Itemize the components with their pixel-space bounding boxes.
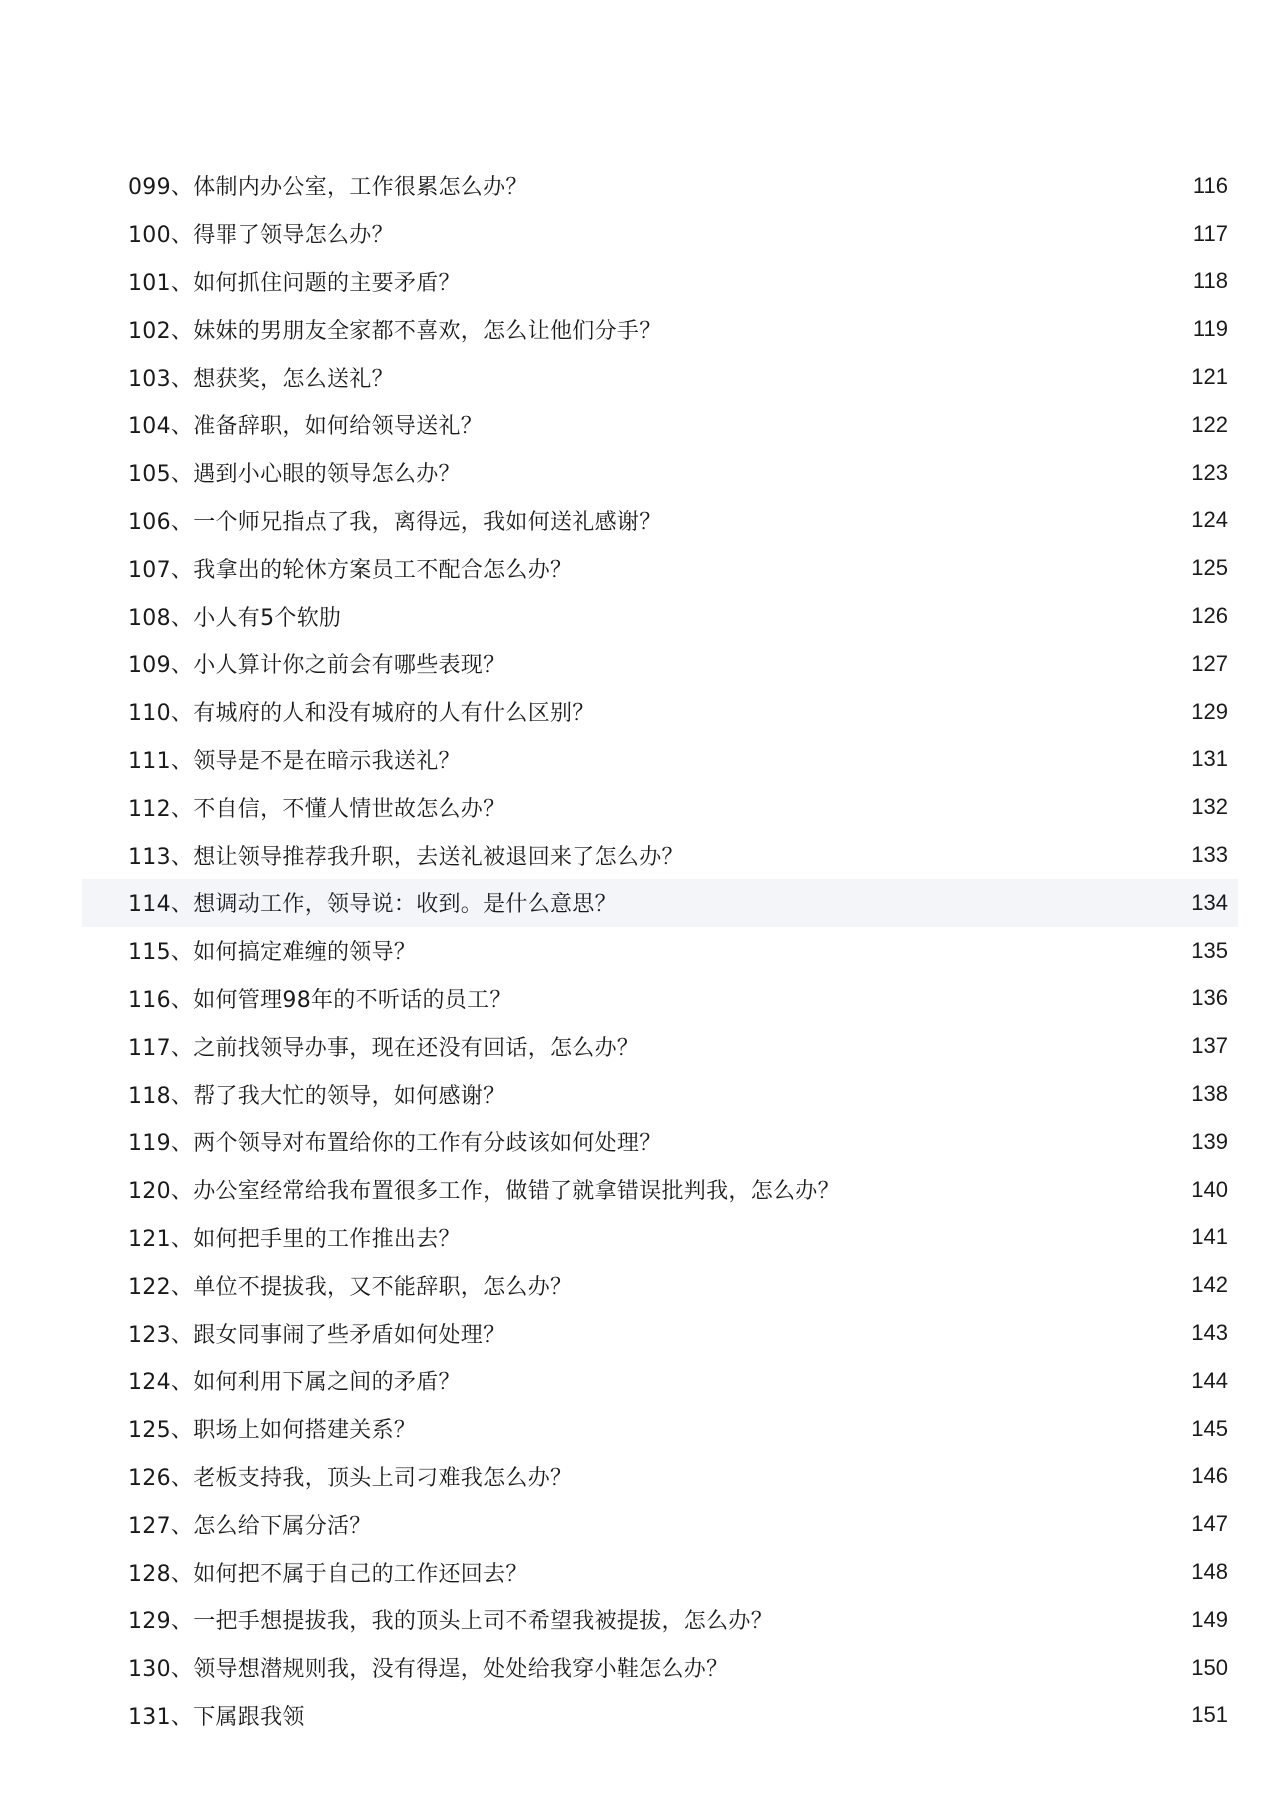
toc-page-number[interactable]: 135 [1191, 937, 1228, 963]
toc-row[interactable] [82, 258, 1238, 306]
toc-entry-title[interactable]: 106、一个师兄指点了我，离得远，我如何送礼感谢？ [128, 509, 662, 535]
toc-row[interactable] [82, 353, 1238, 401]
toc-page-number[interactable]: 129 [1191, 698, 1228, 724]
toc-page-number[interactable]: 140 [1191, 1176, 1228, 1202]
toc-page-number[interactable]: 133 [1191, 842, 1228, 868]
toc-row[interactable] [82, 401, 1238, 449]
toc-row[interactable] [82, 1118, 1238, 1166]
toc-page-number[interactable]: 137 [1191, 1033, 1228, 1059]
toc-entry-title[interactable]: 099、体制内办公室，工作很累怎么办？ [128, 175, 528, 201]
toc-page-number[interactable]: 151 [1191, 1702, 1228, 1728]
toc-entry-title[interactable]: 115、如何搞定难缠的领导？ [128, 940, 417, 966]
toc-page-number[interactable]: 139 [1191, 1128, 1228, 1154]
toc-entry-title[interactable]: 107、我拿出的轮休方案员工不配合怎么办？ [128, 557, 573, 583]
toc-row[interactable] [82, 1692, 1238, 1740]
toc-row[interactable] [82, 1070, 1238, 1118]
toc-row[interactable] [82, 975, 1238, 1023]
toc-entry-title[interactable]: 123、跟女同事闹了些矛盾如何处理？ [128, 1322, 506, 1348]
toc-page-number[interactable]: 116 [1192, 172, 1228, 198]
toc-entry-title[interactable]: 116、如何管理98年的不听话的员工？ [128, 987, 512, 1013]
toc-entry-title[interactable]: 101、如何抓住问题的主要矛盾？ [128, 270, 461, 296]
toc-row[interactable] [82, 1309, 1238, 1357]
toc-entry-title[interactable]: 130、领导想潜规则我，没有得逞，处处给我穿小鞋怎么办？ [128, 1657, 729, 1683]
toc-page-number[interactable]: 144 [1191, 1367, 1228, 1393]
toc-page-number[interactable]: 122 [1191, 411, 1228, 437]
toc-row[interactable] [82, 831, 1238, 879]
toc-page-number[interactable]: 145 [1191, 1415, 1228, 1441]
toc-row[interactable] [82, 1405, 1238, 1453]
toc-row[interactable] [82, 1261, 1238, 1309]
toc-row[interactable] [82, 162, 1238, 210]
toc-entry-title[interactable]: 103、想获奖，怎么送礼？ [128, 366, 394, 392]
toc-entry-title[interactable]: 102、妹妹的男朋友全家都不喜欢，怎么让他们分手？ [128, 318, 662, 344]
toc-row[interactable] [82, 449, 1238, 497]
toc-page-number[interactable]: 131 [1191, 746, 1228, 772]
toc-row[interactable] [82, 927, 1238, 975]
toc-entry-title[interactable]: 104、准备辞职，如何给领导送礼？ [128, 414, 484, 440]
toc-row[interactable] [82, 1453, 1238, 1501]
toc-page-number[interactable]: 141 [1191, 1224, 1228, 1250]
toc-entry-title[interactable]: 131、下属跟我领 [128, 1704, 305, 1730]
toc-row[interactable] [82, 1644, 1238, 1692]
toc-entry-title[interactable]: 100、得罪了领导怎么办？ [128, 223, 394, 249]
toc-row[interactable] [82, 210, 1238, 258]
toc-page-number[interactable]: 124 [1191, 507, 1228, 533]
toc-page-number[interactable]: 149 [1191, 1606, 1228, 1632]
toc-entry-title[interactable]: 117、之前找领导办事，现在还没有回话，怎么办？ [128, 1035, 640, 1061]
toc-page-number[interactable]: 136 [1191, 985, 1228, 1011]
toc-row[interactable] [82, 1022, 1238, 1070]
toc-page-number[interactable]: 118 [1192, 268, 1228, 294]
toc-row[interactable] [82, 640, 1238, 688]
toc-page-number[interactable]: 117 [1192, 220, 1228, 246]
toc-entry-title[interactable]: 129、一把手想提拔我，我的顶头上司不希望我被提拔，怎么办？ [128, 1609, 773, 1635]
toc-entry-title[interactable]: 124、如何利用下属之间的矛盾？ [128, 1370, 461, 1396]
toc-row[interactable] [82, 736, 1238, 784]
toc-page-number[interactable]: 138 [1191, 1081, 1228, 1107]
toc-entry-title[interactable]: 127、怎么给下属分活？ [128, 1513, 372, 1539]
toc-entry-title[interactable]: 109、小人算计你之前会有哪些表现？ [128, 653, 506, 679]
toc-row[interactable] [82, 783, 1238, 831]
toc-entry-title[interactable]: 111、领导是不是在暗示我送礼？ [128, 748, 461, 774]
toc-entry-title[interactable]: 113、想让领导推荐我升职，去送礼被退回来了怎么办？ [128, 844, 684, 870]
toc-page-number[interactable]: 123 [1191, 459, 1228, 485]
toc-entry-title[interactable]: 120、办公室经常给我布置很多工作，做错了就拿错误批判我，怎么办？ [128, 1179, 840, 1205]
toc-row[interactable] [82, 688, 1238, 736]
toc-page-number[interactable]: 125 [1191, 555, 1228, 581]
toc-entry-title[interactable]: 121、如何把手里的工作推出去？ [128, 1226, 461, 1252]
toc-entry-title[interactable]: 105、遇到小心眼的领导怎么办？ [128, 462, 461, 488]
toc-page-number[interactable]: 148 [1191, 1559, 1228, 1584]
toc-page-number[interactable]: 143 [1191, 1320, 1228, 1346]
toc-entry-title[interactable]: 110、有城府的人和没有城府的人有什么区别？ [128, 701, 595, 727]
toc-page-number[interactable]: 119 [1192, 316, 1228, 342]
toc-row[interactable] [82, 1548, 1238, 1596]
toc-row[interactable] [82, 592, 1238, 640]
toc-entry-title[interactable]: 125、职场上如何搭建关系？ [128, 1418, 417, 1444]
toc-entry-title[interactable]: 126、老板支持我，顶头上司刁难我怎么办？ [128, 1465, 573, 1491]
toc-page-number[interactable]: 142 [1191, 1272, 1228, 1298]
toc-entry-title[interactable]: 112、不自信，不懂人情世故怎么办？ [128, 796, 506, 822]
toc-row[interactable] [82, 544, 1238, 592]
toc-entry-title[interactable]: 118、帮了我大忙的领导，如何感谢？ [128, 1083, 506, 1109]
toc-page-number[interactable]: 121 [1191, 364, 1228, 390]
toc-row[interactable] [82, 1214, 1238, 1262]
toc-page-number[interactable]: 147 [1191, 1511, 1228, 1537]
toc-row[interactable] [82, 879, 1238, 927]
toc-page-number[interactable]: 126 [1191, 603, 1228, 629]
toc-page-number[interactable]: 146 [1191, 1463, 1228, 1489]
toc-entry-title[interactable]: 108、小人有5个软肋 [128, 605, 342, 631]
toc-row[interactable] [82, 497, 1238, 545]
toc-entry-title[interactable]: 119、两个领导对布置给你的工作有分歧该如何处理？ [128, 1131, 662, 1157]
toc-row[interactable] [82, 305, 1238, 353]
toc-page-number[interactable]: 127 [1191, 650, 1228, 676]
toc-entry-title[interactable]: 114、想调动工作，领导说：收到。是什么意思？ [128, 892, 617, 918]
toc-row[interactable] [82, 1357, 1238, 1405]
toc-page-number[interactable]: 134 [1191, 889, 1228, 915]
toc-row[interactable] [82, 1500, 1238, 1548]
toc-entry-title[interactable]: 128、如何把不属于自己的工作还回去？ [128, 1561, 528, 1587]
toc-page-number[interactable]: 150 [1191, 1654, 1228, 1680]
toc-page-number[interactable]: 132 [1191, 794, 1228, 820]
toc-row[interactable] [82, 1166, 1238, 1214]
table-of-contents [82, 162, 1238, 1739]
toc-entry-title[interactable]: 122、单位不提拔我，又不能辞职，怎么办？ [128, 1274, 573, 1300]
toc-row[interactable] [82, 1596, 1238, 1644]
